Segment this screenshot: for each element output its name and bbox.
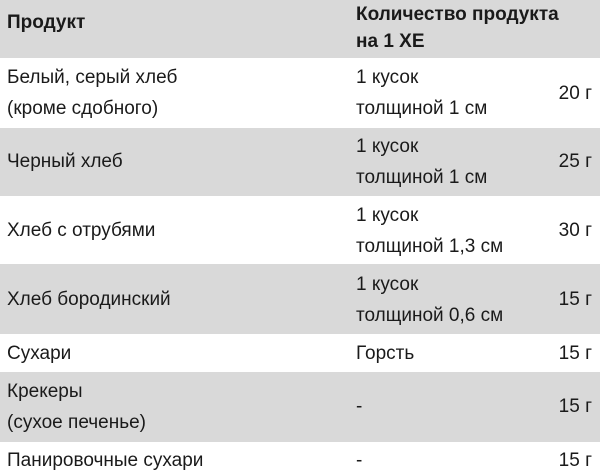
table-row: [0, 372, 600, 442]
quantity-line: 1 кусок: [356, 274, 419, 295]
product-line: Белый, серый хлеб: [7, 67, 178, 88]
quantity-cell: [356, 200, 503, 262]
quantity-line: -: [356, 396, 363, 417]
weight-cell: 15 г: [558, 396, 592, 417]
product-line: Сухари: [7, 343, 72, 364]
header-product: Продукт: [7, 12, 86, 33]
product-cell: [7, 445, 203, 476]
quantity-line: -: [356, 450, 363, 471]
quantity-cell: [356, 62, 487, 124]
quantity-line: 1 кусок: [356, 136, 419, 157]
header-quantity-line2: на 1 ХЕ: [356, 31, 425, 52]
table-row: [0, 334, 600, 372]
weight-cell: 20 г: [558, 83, 592, 104]
product-cell: [7, 215, 155, 246]
header-quantity-line1: Количество продукта: [356, 4, 559, 25]
quantity-line: 1 кусок: [356, 205, 419, 226]
weight-cell: 30 г: [558, 220, 592, 241]
product-line: (кроме сдобного): [7, 98, 159, 119]
table-row: [0, 128, 600, 196]
product-cell: [7, 376, 146, 438]
weight-cell: 15 г: [558, 450, 592, 471]
product-line: (сухое печенье): [7, 412, 147, 433]
table-row: [0, 264, 600, 334]
product-line: Хлеб бородинский: [7, 289, 171, 310]
product-cell: [7, 62, 177, 124]
header-quantity: [356, 1, 559, 55]
product-line: Крекеры: [7, 381, 83, 402]
quantity-line: толщиной 1 см: [356, 167, 488, 188]
quantity-cell: [356, 391, 362, 422]
table-row: [0, 196, 600, 264]
table-header: [0, 0, 600, 58]
quantity-cell: [356, 338, 414, 369]
weight-cell: 15 г: [558, 289, 592, 310]
quantity-line: толщиной 0,6 см: [356, 305, 504, 326]
table-row: [0, 62, 600, 128]
product-line: Хлеб с отрубями: [7, 220, 156, 241]
quantity-line: Горсть: [356, 343, 415, 364]
quantity-cell: [356, 445, 362, 476]
quantity-line: толщиной 1,3 см: [356, 236, 504, 257]
table-row: [0, 442, 600, 474]
product-line: Черный хлеб: [7, 151, 123, 172]
quantity-cell: [356, 131, 487, 193]
quantity-line: толщиной 1 см: [356, 98, 488, 119]
product-cell: [7, 284, 171, 315]
quantity-line: 1 кусок: [356, 67, 419, 88]
weight-cell: 15 г: [558, 343, 592, 364]
weight-cell: 25 г: [558, 151, 592, 172]
product-cell: [7, 146, 123, 177]
product-cell: [7, 338, 71, 369]
product-line: Панировочные сухари: [7, 450, 204, 471]
quantity-cell: [356, 269, 503, 331]
